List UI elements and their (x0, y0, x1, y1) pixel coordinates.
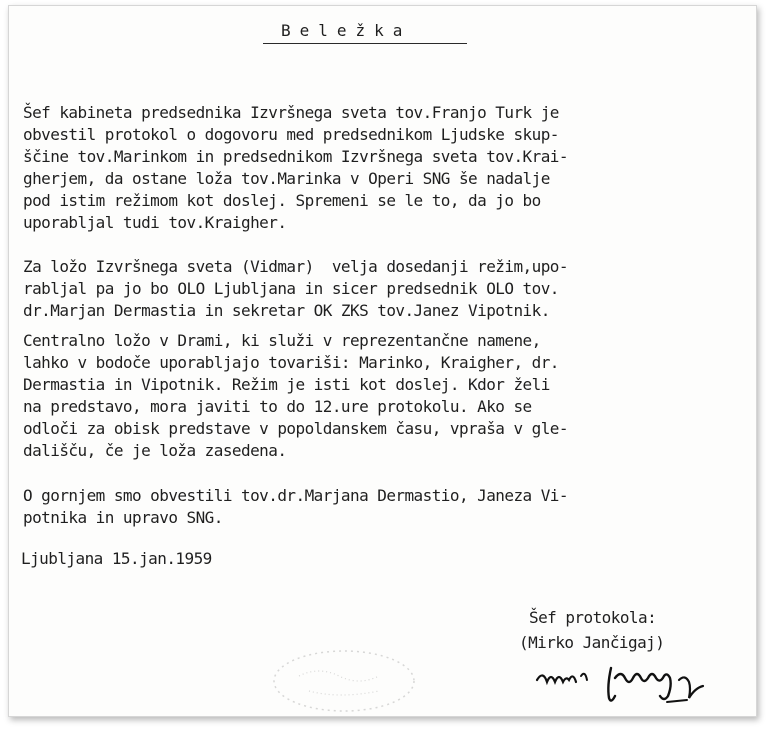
signature-block (519, 605, 664, 655)
text-line: na predstavo, mora javiti to do 12.ure protokolu. Ako se (23, 397, 532, 416)
paragraph-1 (23, 102, 748, 234)
title-underline (263, 43, 467, 44)
handwritten-signature (529, 656, 739, 708)
text-line: Centralno ložo v Drami, ki služi v reprezentančne namene, (23, 331, 541, 350)
document-title: Beležka (281, 21, 412, 40)
document-page (8, 5, 757, 717)
text-line: Šef kabineta predsednika Izvršnega sveta tov.Franjo Turk je (23, 103, 559, 122)
text-line: uporabljal tudi tov.Kraigher. (23, 213, 287, 232)
text-line: Za ložo Izvršnega sveta (Vidmar) velja dosedanji režim,upo- (23, 257, 568, 276)
signatory-role: Šef protokola: (529, 608, 657, 627)
text-line: obvestil protokol o dogovoru med predsednikom Ljudske skup- (23, 125, 559, 144)
text-line: potnika in upravo SNG. (23, 508, 223, 527)
text-line: dališču, če je loža zasedena. (23, 441, 287, 460)
signatory-name: (Mirko Jančigaj) (519, 633, 665, 652)
paragraph-2 (23, 256, 748, 322)
text-line: pod istim režimom kot doslej. Spremeni se le to, da jo bo (23, 191, 541, 210)
paragraph-4 (23, 485, 748, 529)
faint-stamp-mark (259, 636, 429, 716)
text-line: odloči za obisk predstave v popoldanskem času, vpraša v gle- (23, 419, 568, 438)
text-line: ščine tov.Marinkom in predsednikom Izvršnega sveta tov.Krai- (23, 147, 568, 166)
text-line: Dermastia in Vipotnik. Režim je isti kot doslej. Kdor želi (23, 375, 550, 394)
text-line: rabljal pa jo bo OLO Ljubljana in sicer predsednik OLO tov. (23, 279, 559, 298)
text-line: lahko v bodoče uporabljajo tovariši: Marinko, Kraigher, dr. (23, 353, 559, 372)
text-line: dr.Marjan Dermastia in sekretar OK ZKS tov.Janez Vipotnik. (23, 301, 550, 320)
paragraph-3 (23, 330, 748, 462)
text-line: O gornjem smo obvestili tov.dr.Marjana Dermastio, Janeza Vi- (23, 486, 568, 505)
text-line: gherjem, da ostane loža tov.Marinka v Operi SNG še nadalje (23, 169, 550, 188)
dateline: Ljubljana 15.jan.1959 (21, 549, 212, 568)
